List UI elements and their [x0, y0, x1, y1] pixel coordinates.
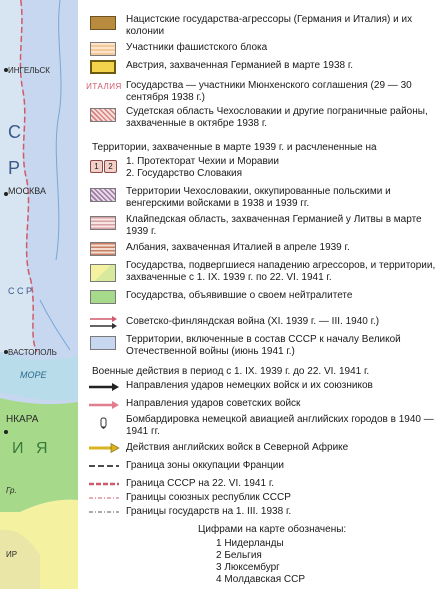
state-border-icon: [88, 508, 120, 516]
numbers-item: 3 Люксембург: [216, 562, 280, 573]
yellow-arrow-icon: [88, 443, 120, 453]
swatch-neutral: [90, 290, 116, 304]
legend-text: Направления ударов советских войск: [126, 398, 301, 409]
legend-text: 2. Государство Словакия: [126, 168, 243, 179]
legend-text: Участники фашистского блока: [126, 42, 268, 53]
swatch-czech: [90, 188, 116, 202]
number-box-2: 2: [104, 160, 117, 173]
map-label-letter: И: [12, 440, 24, 457]
dashed-line-icon: [88, 462, 120, 470]
swatch-austria: [90, 60, 116, 74]
pink-arrow-icon: [88, 400, 120, 410]
numbers-item: 2 Бельгия: [216, 550, 262, 561]
city-dot: [4, 430, 8, 434]
map-label-sea: МОРЕ: [20, 370, 47, 380]
swatch-albania: [90, 242, 116, 256]
numbers-item: 4 Молдавская ССР: [216, 574, 306, 585]
legend-text: Клайпедская область, захваченная Германией у Литвы в марте 1939 г.: [126, 214, 422, 237]
legend-text: Границы союзных республик СССР: [126, 492, 291, 503]
legend-text: Границы государств на 1. III. 1938 г.: [126, 506, 292, 517]
military-heading: Военные действия в период с 1. IX. 1939 г. до 22. VI. 1941 г.: [92, 366, 370, 377]
legend-text: 1. Протекторат Чехии и Моравии: [126, 156, 279, 167]
italy-label-sample: ИТАЛИЯ: [86, 82, 122, 91]
map-label-ussr: С С Р: [8, 286, 33, 296]
ussr-border-icon: [88, 480, 120, 488]
swatch-fascist: [90, 42, 116, 56]
legend-text: Государства, объявившие о своем нейтралитете: [126, 290, 353, 301]
map-label-moscow: МОСКВА: [8, 186, 46, 196]
legend-text: Судетская область Чехословакии и другие пограничные районы, захваченные в октябре 1938 г.: [126, 106, 428, 129]
map-label-gr: Гр.: [6, 486, 17, 495]
winter-war-arrows-icon: [88, 314, 120, 330]
map-label-letter: С: [8, 122, 21, 142]
numbers-heading: Цифрами на карте обозначены:: [198, 524, 347, 535]
swatch-aggressor: [90, 16, 116, 30]
legend-text: Государства — участники Мюнхенского соглашения (29 — 30 сентября 1938 г.): [126, 80, 412, 103]
legend-text: Государства, подвергшиеся нападению агрессоров, и территории, захваченные с 1. IX. 1939 г. по 22. VI. 1941 г.: [126, 260, 436, 283]
swatch-victims: [90, 264, 116, 282]
map-label-letter: Я: [36, 440, 48, 457]
black-arrow-icon: [88, 382, 120, 392]
split-heading: Территории, захваченные в марте 1939 г. и расчлененные на: [92, 142, 377, 153]
legend-text: Граница зоны оккупации Франции: [126, 460, 284, 471]
swatch-klaipeda: [90, 216, 116, 230]
map-label-ankara: НКАРА: [6, 414, 39, 425]
map-label-ingelsk: ИНГЕЛЬСК: [8, 66, 50, 75]
legend-text: Территории Чехословакии, оккупированные польскими и венгерскими войсками в 1938 и 1939 гг.: [126, 186, 391, 209]
legend-text: Австрия, захваченная Германией в марте 1938 г.: [126, 60, 354, 71]
number-box-1: 1: [90, 160, 103, 173]
legend-text: Нацистские государства-агрессоры (Германия и Италия) и их колонии: [126, 14, 413, 37]
legend-text: Граница СССР на 22. VI. 1941 г.: [126, 478, 275, 489]
legend-panel: [80, 0, 442, 589]
bomb-icon: [88, 416, 120, 430]
legend-text: Действия английских войск в Северной Африке: [126, 442, 349, 453]
legend-text: Направления ударов немецких войск и их союзников: [126, 380, 373, 391]
legend-text: Бомбардировка немецкой авиацией английских городов в 1940 — 1941 гг.: [126, 414, 434, 437]
numbers-item: 1 Нидерланды: [216, 538, 284, 549]
swatch-annexed: [90, 336, 116, 350]
map-label-ir: ИР: [6, 550, 18, 559]
legend-text: Албания, захваченная Италией в апреле 1939 г.: [126, 242, 350, 253]
map-label-sevastopol: ВАСТОПОЛЬ: [8, 348, 57, 357]
map-label-letter: Р: [8, 158, 21, 178]
republic-border-icon: [88, 494, 120, 502]
legend-text: Советско-финляндская война (XI. 1939 г. — III. 1940 г.): [126, 316, 380, 327]
map-strip: [0, 0, 78, 589]
legend-text: Территории, включенные в состав СССР к началу Великой Отечественной войны (июнь 1941 г.): [126, 334, 401, 357]
swatch-sudeten: [90, 108, 116, 122]
